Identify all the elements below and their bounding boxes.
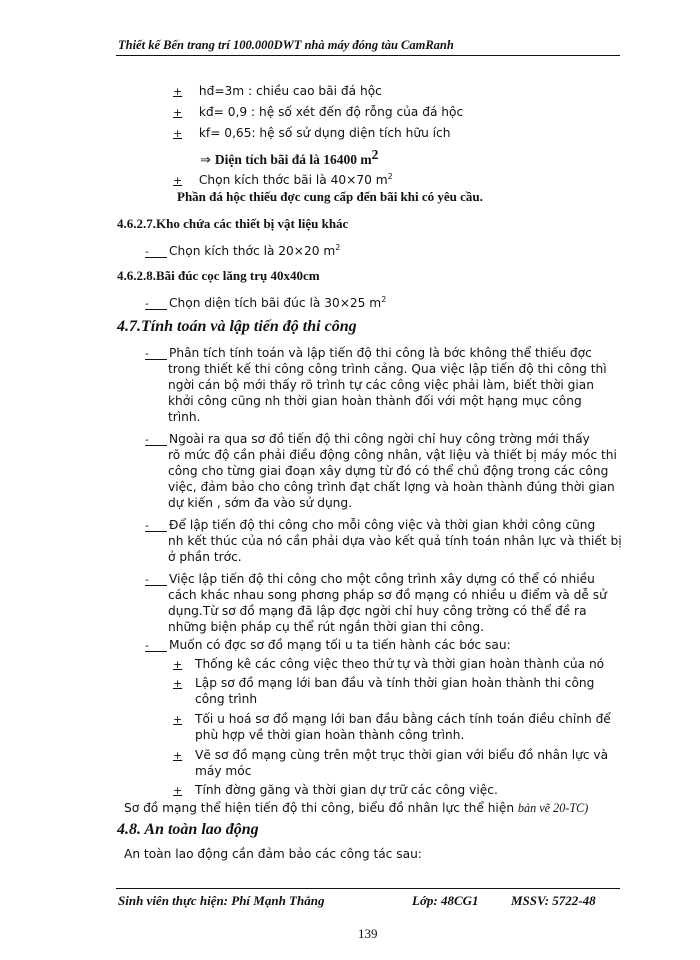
plus-marker: + — [173, 174, 183, 188]
heading-47: 4.7.Tính toán và lập tiến độ thi công — [117, 318, 357, 335]
paragraph-line: công cho từng giai đoạn xây dựng từ đó có thể chủ động trong các công — [168, 464, 609, 478]
paragraph-line: trong thiết kế thi công công trình cảng. Qua việc lập tiến độ thi công thì — [168, 362, 607, 376]
paragraph-line: ngời cán bộ mới thấy rõ trình tự các công việc phải làm, biết thời gian — [168, 378, 594, 392]
stone-note: Phần đá hộc thiếu đợc cung cấp đến bãi khi có yêu cầu. — [177, 189, 483, 204]
step-text: Tính đờng găng và thời gian dự trữ các công việc. — [195, 783, 498, 797]
paragraph-line: nh kết thúc của nó cần phải dựa vào kết quả tính toán nhân lực và thiết bị — [168, 534, 622, 548]
paragraph-line — [145, 571, 595, 587]
bullet-sup: 2 — [387, 172, 393, 181]
step-text: Tối u hoá sơ đồ mạng lới ban đầu bằng cách tính toán điều chỉnh để — [195, 712, 611, 726]
plus-marker: + — [173, 677, 183, 690]
step-item-cont: công trình — [195, 692, 258, 706]
heading-4628: 4.6.2.8.Bãi đúc cọc lăng trụ 40x40cm — [117, 268, 320, 283]
step-text: Lập sơ đồ mạng lới ban đầu và tính thời gian hoàn thành thi công — [195, 676, 595, 690]
paragraph-text: Phân tích tính toán và lập tiến độ thi công là bớc không thể thiếu đợc — [169, 346, 592, 360]
paragraph-line: rõ mức độ cần phải điều động công nhân, vật liệu và thiết bị máy móc thi — [168, 448, 617, 462]
paragraph-text: Để lập tiến độ thi công cho mỗi công việc và thời gian khởi công cũng — [169, 518, 596, 532]
paragraph-line — [145, 431, 590, 447]
area-result-text: Diện tích bãi đá là 16400 m — [214, 152, 372, 168]
heading-48: 4.8. An toàn lao động — [117, 821, 259, 838]
plus-marker: + — [173, 749, 183, 762]
step-item — [173, 711, 611, 728]
plus-marker: + — [173, 713, 183, 726]
area-result — [200, 147, 378, 169]
footer-class: Lớp: 48CG1 — [412, 893, 479, 908]
area-result-sup: 2 — [371, 147, 379, 162]
heading-4627: 4.6.2.7.Kho chứa các thiết bị vật liệu khác — [117, 216, 349, 231]
paragraph-text: Việc lập tiến độ thi công cho một công trình xây dựng có thể có nhiều — [169, 572, 595, 586]
paragraph-text: Muốn có đợc sơ đồ mạng tối u ta tiến hành các bớc sau: — [169, 638, 511, 652]
step-item — [173, 747, 608, 764]
section-intro: An toàn lao động cần đảm bảo các công tác sau: — [124, 847, 422, 861]
paragraph-line: dụng.Từ sơ đồ mạng đã lập đợc ngời chỉ huy công trờng có thể đề ra — [168, 604, 587, 618]
dash-marker: - — [145, 575, 167, 586]
step-text: Thống kê các công việc theo thứ tự và thời gian hoàn thành của nó — [195, 657, 605, 671]
paragraph-line — [145, 637, 511, 653]
list-item — [173, 104, 463, 121]
dash-marker: - — [145, 435, 167, 446]
plus-marker: + — [173, 106, 183, 119]
paragraph-line: ở phần trớc. — [168, 550, 242, 564]
item-text: Chọn diện tích bãi đúc là 30×25 m — [169, 296, 382, 311]
dash-marker: - — [145, 247, 167, 258]
header-rule — [116, 55, 620, 56]
step-item-cont: phù hợp về thời gian hoàn thành công trình. — [195, 728, 465, 742]
list-item — [173, 169, 393, 189]
list-item — [173, 125, 451, 142]
paragraph-line — [145, 517, 595, 533]
item-sup: 2 — [381, 295, 387, 304]
paragraph-line: những biện pháp cụ thể rút ngắn thời gian thi công. — [168, 620, 485, 634]
dash-marker: - — [145, 521, 167, 532]
list-item — [173, 83, 382, 100]
item-sup: 2 — [335, 243, 341, 252]
paragraph-line: khởi công cũng nh thời gian hoàn thành đối với một hạng mục công — [168, 394, 582, 408]
step-item — [173, 656, 604, 673]
diagram-note-text: Sơ đồ mạng thể hiện tiến độ thi công, biểu đồ nhân lực thể hiện — [124, 801, 515, 815]
diagram-note — [124, 800, 588, 816]
footer-id: MSSV: 5722-48 — [511, 893, 596, 908]
implies-arrow-icon: ⇒ — [200, 153, 211, 169]
plus-marker: + — [173, 784, 183, 797]
list-item — [145, 240, 340, 259]
page-header: Thiết kế Bến trang trí 100.000DWT nhà máy đóng tàu CamRanh — [118, 38, 454, 52]
list-item — [145, 292, 386, 311]
bullet-text: kf= 0,65: hệ số sử dụng diện tích hữu ích — [198, 126, 451, 140]
dash-marker: - — [145, 299, 167, 310]
step-item-cont: máy móc — [195, 764, 252, 778]
diagram-ref: bản vẽ 20-TC) — [517, 801, 589, 815]
bullet-text: hđ=3m : chiều cao bãi đá hộc — [198, 84, 382, 98]
paragraph-text: Ngoài ra qua sơ đồ tiến độ thi công ngời chỉ huy công trờng mới thấy — [169, 432, 590, 446]
bullet-text: Chọn kích thớc bãi là 40×70 m — [198, 173, 388, 188]
plus-marker: + — [173, 658, 183, 671]
page-number: 139 — [358, 926, 378, 941]
paragraph-line: dự kiến , sớm đa vào sử dụng. — [168, 496, 353, 510]
step-text: Vẽ sơ đồ mạng cùng trên một trục thời gian với biểu đồ nhân lực và — [195, 748, 609, 762]
plus-marker: + — [173, 127, 183, 140]
dash-marker: - — [145, 641, 167, 652]
paragraph-line — [145, 345, 592, 361]
footer-student: Sinh viên thực hiện: Phí Mạnh Thắng — [118, 893, 325, 908]
paragraph-line: trình. — [168, 410, 201, 424]
dash-marker: - — [145, 349, 167, 360]
paragraph-line: việc, đảm bảo cho công trình đạt chất lợng và hoàn thành đúng thời gian — [168, 480, 615, 494]
step-item — [173, 782, 498, 799]
bullet-text: kđ= 0,9 : hệ số xét đến độ rỗng của đá hộc — [198, 105, 464, 119]
paragraph-line: cách khác nhau song phơng pháp sơ đồ mạng có nhiều u điểm và dễ sử — [168, 588, 607, 602]
plus-marker: + — [173, 85, 183, 98]
item-text: Chọn kích thớc là 20×20 m — [169, 244, 336, 259]
step-item — [173, 675, 594, 692]
footer-rule — [116, 888, 620, 889]
